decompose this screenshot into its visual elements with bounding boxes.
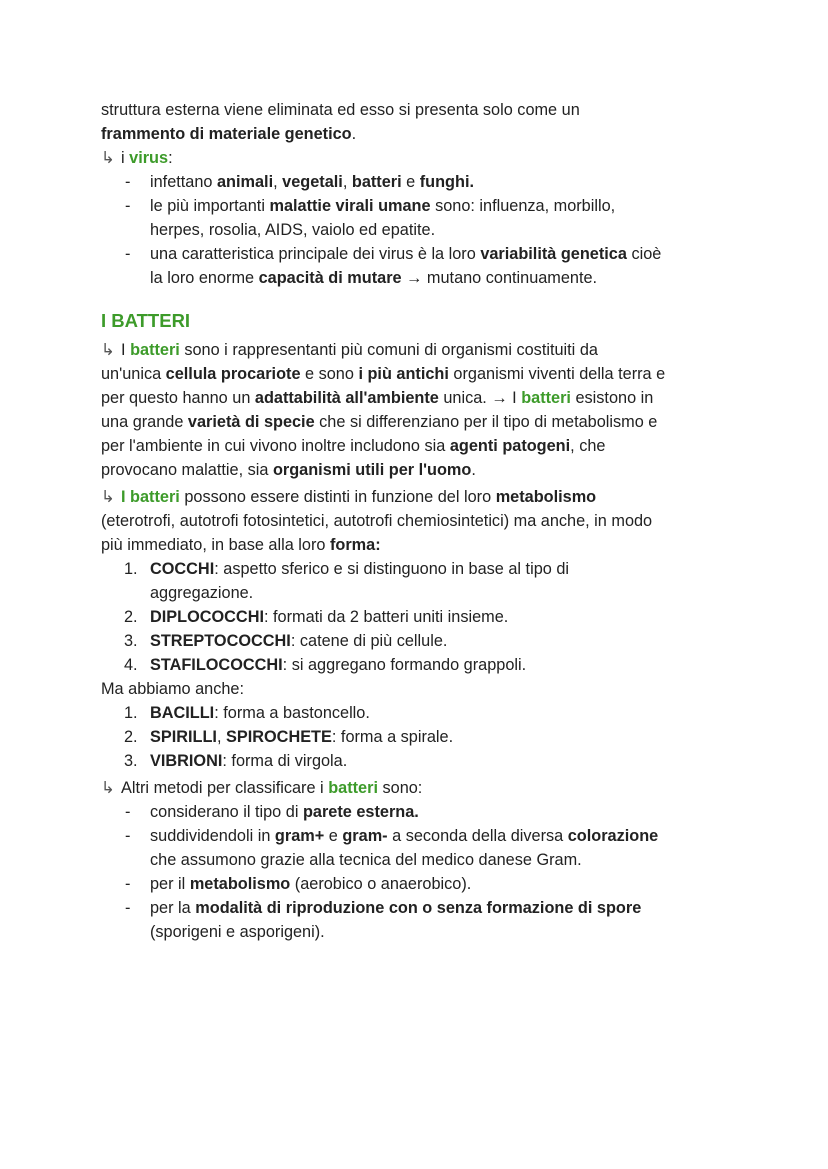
return-arrow-icon: ↳	[101, 779, 115, 797]
list-item: 1. COCCHI: aspetto sferico e si distinguono in base al tipo di aggregazione.	[124, 560, 570, 602]
list-item: - per il metabolismo (aerobico o anaerobico).	[150, 872, 791, 896]
return-arrow-icon: ↳	[101, 341, 115, 359]
list-item: 3. VIBRIONI: forma di virgola.	[124, 752, 348, 770]
list-item: - considerano il tipo di parete esterna.	[150, 800, 791, 824]
list-item: 1. BACILLI: forma a bastoncello.	[124, 704, 370, 722]
list-item: 2. DIPLOCOCCHI: formati da 2 batteri uniti insieme.	[124, 608, 509, 626]
list-item: - infettano animali, vegetali, batteri e funghi.	[150, 170, 791, 194]
list-item: 4. STAFILOCOCCHI: si aggregano formando grappoli.	[124, 656, 527, 674]
batteri-paragraph-1: ↳ I batteri sono i rappresentanti più comuni di organismi costituiti da un'unica cellula procariote e sono i più antichi organismi viventi della terra e per questo hanno un adattabilità all'ambiente unica. → I batteri esistono in una grande varietà di specie che si differenziano per il tipo di metabolismo e per l'ambiente in cui vivono inoltre includono sia agenti patogeni, che provocano malattie, sia organismi utili per l'uomo.	[101, 338, 791, 482]
intro-paragraph: struttura esterna viene eliminata ed esso si presenta solo come un frammento di materiale genetico.	[101, 101, 580, 143]
list-item: 3. STREPTOCOCCHI: catene di più cellule.	[124, 632, 448, 650]
list-item: - per la modalità di riproduzione con o senza formazione di spore (sporigeni e asporigeni).	[150, 896, 791, 944]
section-heading-batteri: I BATTERI	[101, 310, 191, 331]
batteri-paragraph-2: ↳ I batteri possono essere distinti in funzione del loro metabolismo (eterotrofi, autotrofi fotosintetici, autotrofi chemiosintetici) ma anche, in modo più immediato, in base alla loro forma:	[101, 485, 791, 557]
batteri-paragraph-3: ↳ Altri metodi per classificare i batteri sono:	[101, 776, 791, 800]
virus-heading-line: ↳ i virus:	[101, 146, 791, 170]
also-line: Ma abbiamo anche:	[101, 680, 245, 698]
forms-list	[101, 557, 791, 677]
return-arrow-icon: ↳	[101, 149, 115, 167]
methods-list	[101, 800, 791, 944]
list-item: - una caratteristica principale dei virus è la loro variabilità genetica cioè la loro enorme capacità di mutare → mutano continuamente.	[150, 242, 791, 290]
forms2-list	[101, 701, 791, 773]
virus-term: virus	[129, 149, 169, 167]
document-body	[101, 98, 791, 944]
list-item: - le più importanti malattie virali umane sono: influenza, morbillo, herpes, rosolia, AIDS, vaiolo ed epatite.	[150, 194, 791, 242]
list-item: - suddividendoli in gram+ e gram- a seconda della diversa colorazione che assumono grazie alla tecnica del medico danese Gram.	[150, 824, 791, 872]
list-item: 2. SPIRILLI, SPIROCHETE: forma a spirale.	[124, 728, 454, 746]
return-arrow-icon: ↳	[101, 488, 115, 506]
virus-list	[101, 170, 791, 290]
